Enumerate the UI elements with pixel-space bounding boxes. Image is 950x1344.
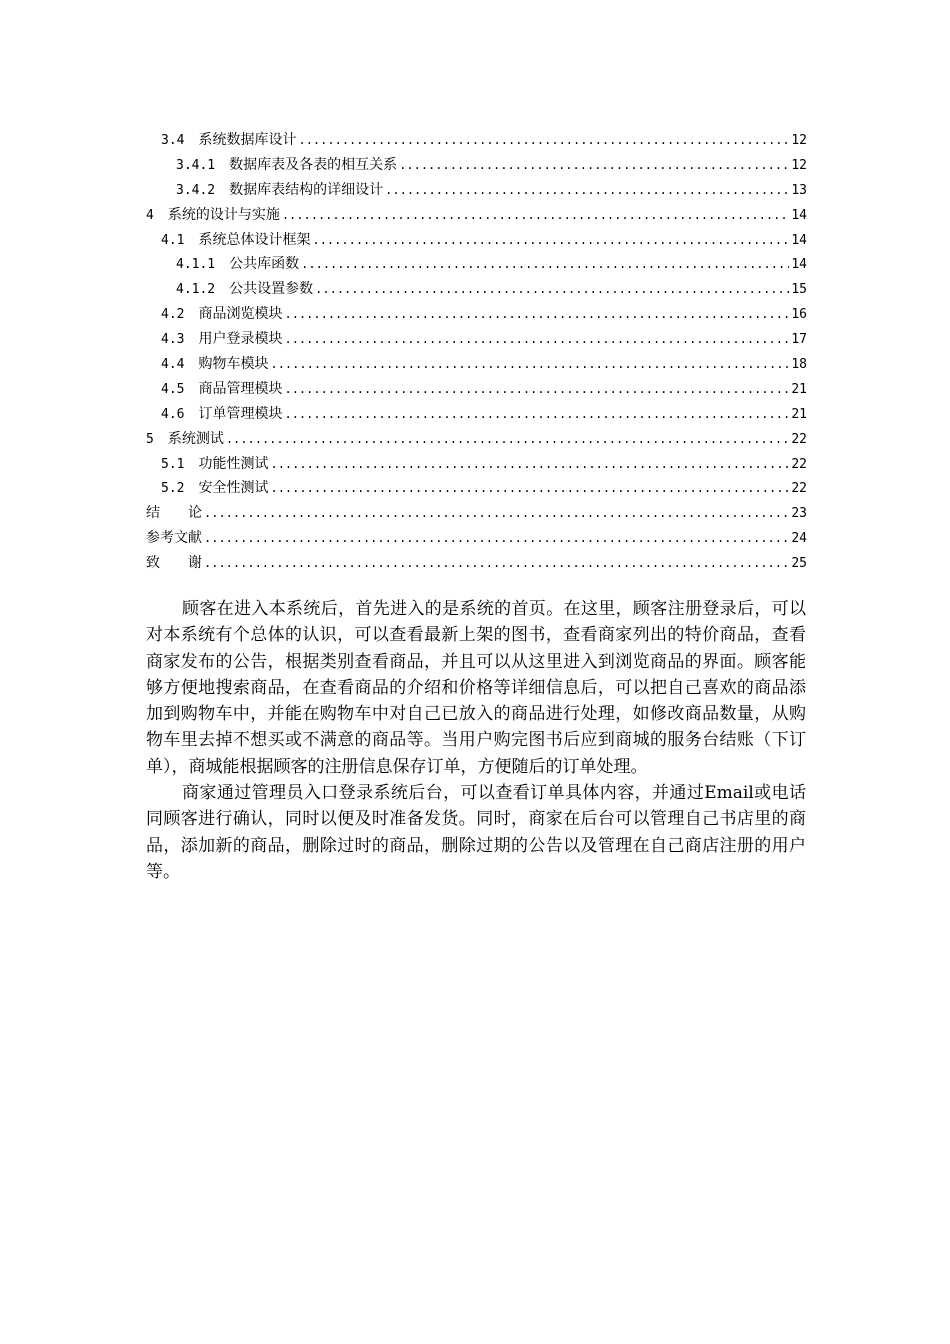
toc-dot-leader <box>226 427 790 452</box>
toc-dot-leader <box>270 352 789 377</box>
toc-entry-number: 4 <box>146 207 154 223</box>
toc-dot-leader <box>301 252 789 277</box>
toc-entry-title: 用户登录模块 <box>198 331 283 348</box>
toc-entry-page-number: 17 <box>791 332 807 348</box>
toc-entry-title: 订单管理模块 <box>198 405 283 422</box>
toc-entry-title: 公共设置参数 <box>229 281 314 298</box>
toc-entry-page-number: 15 <box>791 282 807 298</box>
toc-dot-leader <box>204 501 789 526</box>
toc-entry-title: 系统数据库设计 <box>198 132 297 148</box>
toc-entry-title: 系统测试 <box>167 430 224 447</box>
toc-entry-title: 商品浏览模块 <box>198 306 283 323</box>
toc-entry-page-number: 16 <box>791 307 807 323</box>
toc-entry[interactable] <box>146 551 807 576</box>
toc-dot-leader <box>284 402 789 427</box>
toc-entry-number: 4.1.1 <box>176 257 216 273</box>
toc-entry-number: 3.4.2 <box>176 182 216 198</box>
toc-entry-title: 功能性测试 <box>198 455 269 472</box>
toc-entry-page-number: 21 <box>791 381 807 397</box>
toc-entry[interactable] <box>146 476 807 501</box>
paragraph-2: 商家通过管理员入口登录系统后台，可以查看订单具体内容，并通过Email或电话同顾客进行确认，同时以便及时准备发货。同时，商家在后台可以管理自己书店里的商品，添加新的商品，删除过时的商品，删除过期的公告以及管理在自己商店注册的用户等。 <box>146 783 806 882</box>
toc-entry-title: 系统总体设计框架 <box>198 231 311 248</box>
toc-entry[interactable] <box>146 377 807 402</box>
toc-entry-number: 4.3 <box>161 332 185 348</box>
toc-entry[interactable] <box>146 203 807 228</box>
toc-entry-title: 系统的设计与实施 <box>167 206 280 223</box>
toc-entry-title: 购物车模块 <box>198 356 269 373</box>
toc-entry-number: 3.4 <box>161 133 185 148</box>
toc-dot-leader <box>315 277 789 302</box>
toc-entry[interactable] <box>146 252 807 277</box>
toc-entry-number: 3.4.1 <box>176 157 216 173</box>
toc-entry-number: 5 <box>146 431 154 447</box>
toc-entry[interactable] <box>146 277 807 302</box>
toc-entry-number: 5.2 <box>161 481 185 497</box>
toc-entry-number: 4.6 <box>161 406 185 422</box>
toc-entry-page-number: 22 <box>791 481 807 497</box>
toc-entry[interactable] <box>146 327 807 352</box>
toc-entry[interactable] <box>146 178 807 203</box>
toc-dot-leader <box>284 327 789 352</box>
toc-dot-leader <box>312 228 789 253</box>
toc-entry-title: 安全性测试 <box>198 480 269 497</box>
toc-dot-leader <box>270 476 789 501</box>
toc-entry-page-number: 12 <box>791 133 807 148</box>
toc-entry-page-number: 22 <box>791 431 807 447</box>
toc-entry-number: 5.1 <box>161 456 185 472</box>
toc-entry[interactable] <box>146 427 807 452</box>
toc-entry-number: 4.1 <box>161 232 185 248</box>
toc-entry-title: 致 谢 <box>146 555 202 572</box>
toc-entry-number: 4.5 <box>161 381 185 397</box>
toc-entry-title: 参考文献 <box>146 530 202 547</box>
toc-dot-leader <box>284 377 789 402</box>
toc-entry[interactable] <box>146 153 807 178</box>
toc-entry[interactable] <box>146 302 807 327</box>
toc-entry-page-number: 14 <box>791 232 807 248</box>
toc-entry-title: 数据库表结构的详细设计 <box>229 181 384 198</box>
toc-entry[interactable] <box>146 501 807 526</box>
toc-entry[interactable] <box>146 228 807 253</box>
toc-entry-page-number: 14 <box>791 207 807 223</box>
toc-entry-page-number: 14 <box>791 257 807 273</box>
toc-entry[interactable] <box>146 452 807 477</box>
toc-entry-page-number: 25 <box>791 556 807 572</box>
toc-entry[interactable] <box>146 352 807 377</box>
toc-entry-title: 数据库表及各表的相互关系 <box>229 156 398 173</box>
toc-entry-number: 4.1.2 <box>176 282 216 298</box>
toc-entry-page-number: 23 <box>791 506 807 522</box>
toc-dot-leader <box>298 128 789 153</box>
toc-dot-leader <box>204 551 789 576</box>
toc-entry-page-number: 18 <box>791 357 807 373</box>
toc-dot-leader <box>385 178 789 203</box>
toc-entry-title: 商品管理模块 <box>198 380 283 397</box>
toc-dot-leader <box>284 302 789 327</box>
toc-entry-page-number: 13 <box>791 182 807 198</box>
toc-entry-title: 结 论 <box>146 505 202 522</box>
toc-entry[interactable] <box>146 128 807 153</box>
toc-entry[interactable] <box>146 402 807 427</box>
toc-entry-page-number: 22 <box>791 456 807 472</box>
toc-entry-title: 公共库函数 <box>229 256 300 273</box>
toc-dot-leader <box>204 526 789 551</box>
toc-entry-page-number: 24 <box>791 531 807 547</box>
table-of-contents <box>146 128 807 576</box>
body-text <box>146 596 806 885</box>
toc-entry-page-number: 21 <box>791 406 807 422</box>
toc-dot-leader <box>399 153 789 178</box>
toc-entry-page-number: 12 <box>791 157 807 173</box>
toc-entry[interactable] <box>146 526 807 551</box>
paragraph-1: 顾客在进入本系统后，首先进入的是系统的首页。在这里，顾客注册登录后，可以对本系统有个总体的认识，可以查看最新上架的图书，查看商家列出的特价商品，查看商家发布的公告，根据类别查看商品，并且可以从这里进入到浏览商品的界面。顾客能够方便地搜索商品，在查看商品的介绍和价格等详细信息后，可以把自己喜欢的商品添加到购物车中，并能在购物车中对自己已放入的商品进行处理，如修改商品数量，从购物车里去掉不想买或不满意的商品等。当用户购完图书后应到商城的服务台结账（下订单），商城能根据顾客的注册信息保存订单，方便随后的订单处理。 <box>146 599 806 777</box>
toc-entry-number: 4.4 <box>161 357 185 373</box>
toc-dot-leader <box>270 452 789 477</box>
toc-dot-leader <box>282 203 790 228</box>
toc-entry-number: 4.2 <box>161 307 185 323</box>
